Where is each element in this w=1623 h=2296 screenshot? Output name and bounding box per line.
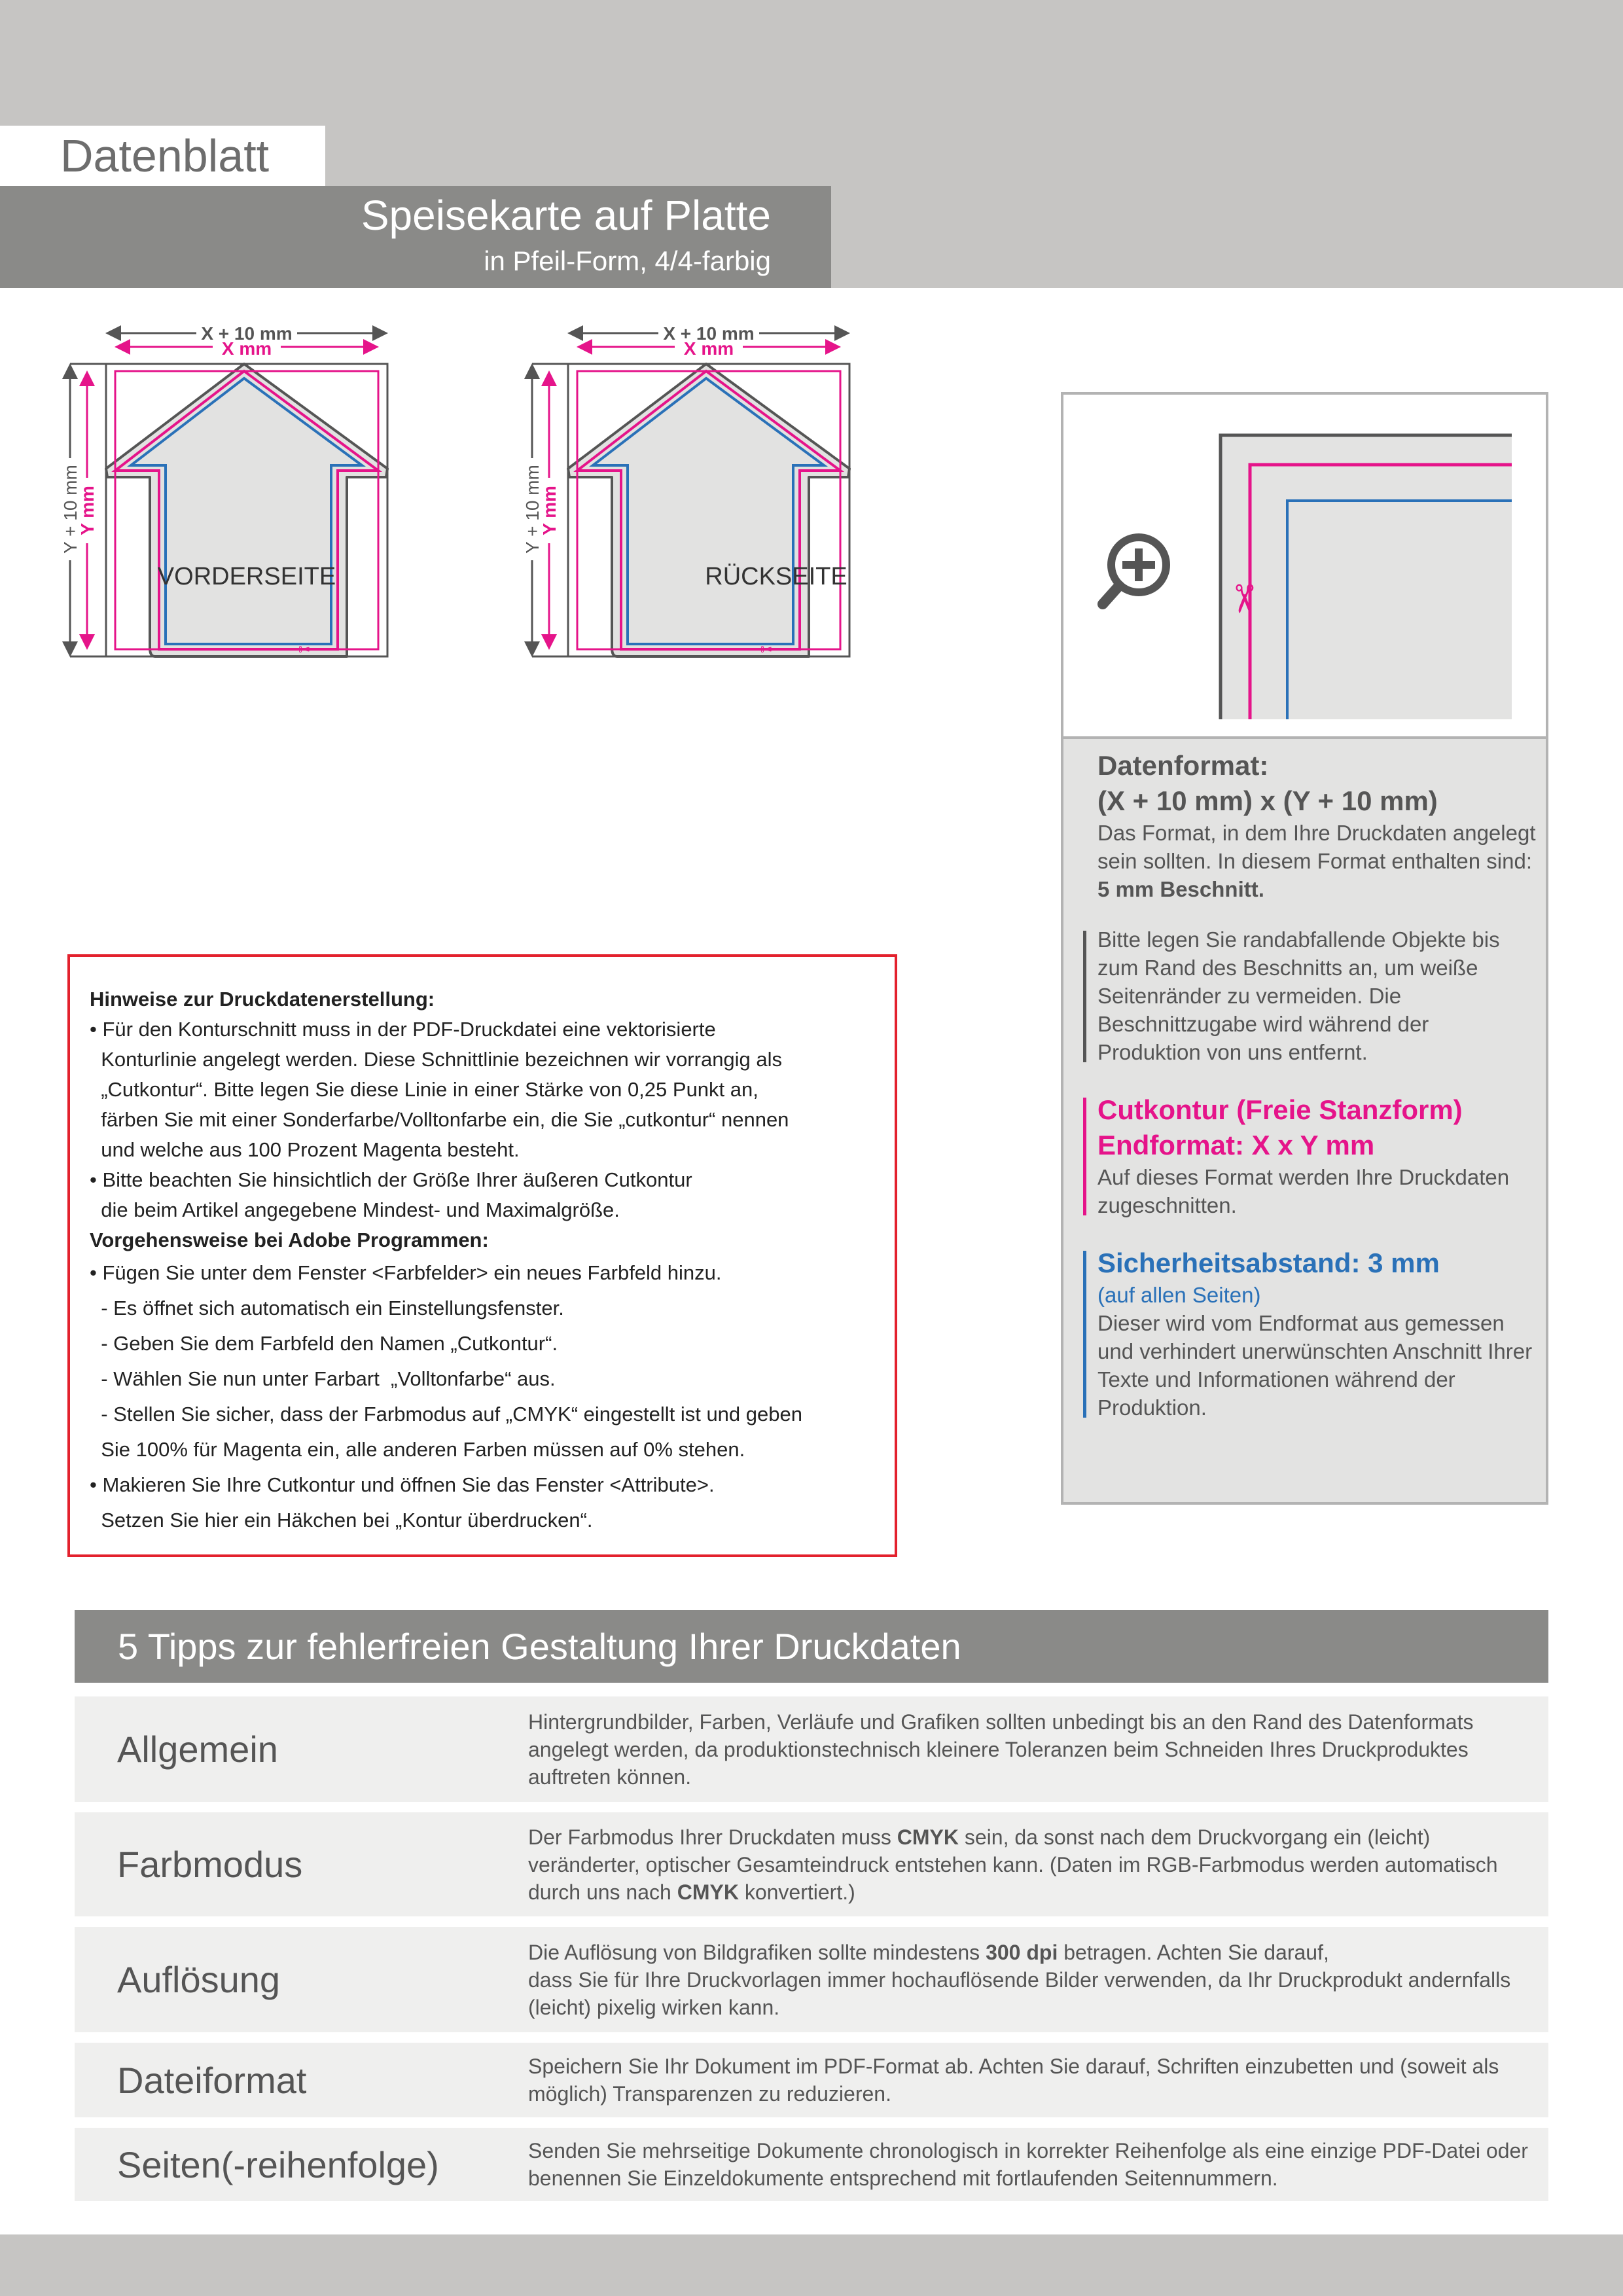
endformat-title: Endformat: X x Y mm bbox=[1097, 1130, 1375, 1160]
notes-title-adobe: Vorgehensweise bei Adobe Programmen: bbox=[90, 1229, 489, 1251]
safety-title: Sicherheitsabstand: 3 mm bbox=[1097, 1247, 1440, 1278]
notes-title: Hinweise zur Druckdatenerstellung: bbox=[90, 988, 435, 1011]
datenformat-bold: 5 mm Beschnitt. bbox=[1097, 877, 1264, 901]
front-diagram bbox=[60, 323, 387, 658]
tip-label: Seiten(-reihenfolge) bbox=[117, 2144, 439, 2185]
tip-row bbox=[75, 2128, 1548, 2201]
brand-label: Datenblatt bbox=[0, 126, 325, 186]
tip-row bbox=[75, 2043, 1548, 2117]
tips-list bbox=[75, 1696, 1548, 2201]
scissors-icon bbox=[1222, 583, 1266, 615]
notes-list-2 bbox=[90, 1255, 895, 1538]
y-outer-label: Y + 10 mm bbox=[60, 465, 80, 554]
front-label: VORDERSEITE bbox=[157, 563, 336, 590]
note-line: - Geben Sie dem Farbfeld den Namen „Cutkontur“. bbox=[90, 1332, 558, 1355]
note-line: • Fügen Sie unter dem Fenster <Farbfelder> ein neues Farbfeld hinzu. bbox=[90, 1261, 722, 1284]
corner-detail-graphic bbox=[1063, 395, 1546, 739]
safety-subtitle: (auf allen Seiten) bbox=[1097, 1283, 1261, 1307]
note-line: die beim Artikel angegebene Mindest- und Maximalgröße. bbox=[90, 1198, 620, 1221]
cut-title: Cutkontur (Freie Stanzform) bbox=[1097, 1094, 1463, 1125]
safety-text: Dieser wird vom Endformat aus gemessen und verhindert unerwünschten Anschnitt Ihrer Texte und Informationen während der Produktion. bbox=[1097, 1311, 1533, 1420]
back-diagram bbox=[522, 323, 849, 658]
cut-text: Auf dieses Format werden Ihre Druckdaten zugeschnitten. bbox=[1097, 1165, 1510, 1217]
safety-section bbox=[1097, 1246, 1537, 1422]
tip-row bbox=[75, 1812, 1548, 1916]
tip-label: Farbmodus bbox=[117, 1844, 303, 1885]
tip-label: Allgemein bbox=[117, 1729, 278, 1770]
x-inner-label: X mm bbox=[221, 338, 272, 359]
y-inner-label: Y mm bbox=[539, 486, 560, 535]
tips-heading: 5 Tipps zur fehlerfreien Gestaltung Ihrer Druckdaten bbox=[75, 1610, 1548, 1683]
tip-label: Dateiformat bbox=[117, 2059, 307, 2101]
print-notes-box bbox=[67, 954, 897, 1557]
note-line: • Bitte beachten Sie hinsichtlich der Größe Ihrer äußeren Cutkontur bbox=[90, 1168, 692, 1191]
svg-text:✂: ✂ bbox=[1222, 583, 1266, 616]
datenformat-section bbox=[1097, 748, 1537, 903]
tip-row bbox=[75, 1696, 1548, 1802]
note-line: • Für den Konturschnitt muss in der PDF-Druckdatei eine vektorisierte bbox=[90, 1018, 716, 1041]
bleed-section bbox=[1097, 925, 1537, 1066]
footer-band bbox=[0, 2234, 1623, 2296]
tip-text: Hintergrundbilder, Farben, Verläufe und Grafiken sollten unbedingt bis an den Rand des Datenformats angelegt werden, da produktionstechnisch kleinere Toleranzen beim Schneiden Ihres Druckproduktes auftreten können. bbox=[528, 1710, 1474, 1789]
tip-text: Die Auflösung von Bildgrafiken sollte mindestens 300 dpi betragen. Achten Sie darauf, dass Sie für Ihre Druckvorlagen immer hochauflösende Bilder verwenden, da Ihr Druckprodukt andernfalls (leicht) pixelig wirken kann. bbox=[528, 1940, 1511, 2019]
corner-detail bbox=[1063, 395, 1546, 739]
note-line: - Stellen Sie sicher, dass der Farbmodus auf „CMYK“ eingestellt ist und geben bbox=[90, 1403, 802, 1426]
tip-row bbox=[75, 1927, 1548, 2032]
note-line: und welche aus 100 Prozent Magenta besteht. bbox=[90, 1138, 520, 1161]
note-line: „Cutkontur“. Bitte legen Sie diese Linie in einer Stärke von 0,25 Punkt an, bbox=[90, 1078, 758, 1101]
tip-label: Auflösung bbox=[117, 1959, 281, 2000]
back-label: RÜCKSEITE bbox=[705, 563, 847, 590]
x-inner-label: X mm bbox=[683, 338, 734, 359]
note-line: - Wählen Sie nun unter Farbart „Volltonfarbe“ aus. bbox=[90, 1367, 556, 1390]
datenformat-text: Das Format, in dem Ihre Druckdaten angelegt sein sollten. In diesem Format enthalten sind: bbox=[1097, 821, 1536, 873]
tip-text: Senden Sie mehrseitige Dokumente chronologisch in korrekter Reihenfolge als eine einzige PDF-Datei oder benennen Sie Einzeldokumente entsprechend mit fortlaufenden Seitennummern. bbox=[528, 2139, 1528, 2190]
format-diagram bbox=[0, 308, 982, 897]
title-box bbox=[0, 186, 831, 288]
datenformat-size: (X + 10 mm) x (Y + 10 mm) bbox=[1097, 785, 1438, 816]
scissors-icon: ✂ bbox=[298, 641, 311, 658]
bleed-text: Bitte legen Sie randabfallende Objekte bis zum Rand des Beschnitts an, um weiße Seitenränder zu vermeiden. Die Beschnittzugabe wird während der Produktion von uns entfernt. bbox=[1097, 927, 1500, 1064]
note-line: - Es öffnet sich automatisch ein Einstellungsfenster. bbox=[90, 1297, 564, 1319]
page-title: Speisekarte auf Platte bbox=[361, 192, 771, 239]
y-inner-label: Y mm bbox=[77, 486, 98, 535]
note-line: Sie 100% für Magenta ein, alle anderen Farben müssen auf 0% stehen. bbox=[90, 1438, 745, 1461]
y-outer-label: Y + 10 mm bbox=[522, 465, 543, 554]
note-line: färben Sie mit einer Sonderfarbe/Volltonfarbe ein, die Sie „cutkontur“ nennen bbox=[90, 1108, 789, 1131]
page-subtitle: in Pfeil-Form, 4/4-farbig bbox=[484, 245, 771, 276]
info-panel bbox=[1061, 392, 1548, 1505]
note-line: Setzen Sie hier ein Häkchen bei „Kontur überdrucken“. bbox=[90, 1509, 593, 1532]
notes-list-1 bbox=[90, 1014, 895, 1225]
x-outer-label: X + 10 mm bbox=[201, 323, 293, 344]
cut-section bbox=[1097, 1092, 1537, 1219]
note-line: • Makieren Sie Ihre Cutkontur und öffnen Sie das Fenster <Attribute>. bbox=[90, 1473, 715, 1496]
tip-text: Speichern Sie Ihr Dokument im PDF-Format ab. Achten Sie darauf, Schriften einzubetten und (soweit als möglich) Transparenzen zu reduzieren. bbox=[528, 2054, 1499, 2106]
datenformat-title: Datenformat: bbox=[1097, 750, 1269, 781]
x-outer-label: X + 10 mm bbox=[663, 323, 755, 344]
note-line: Konturlinie angelegt werden. Diese Schnittlinie bezeichnen wir vorrangig als bbox=[90, 1048, 783, 1071]
zoom-in-icon bbox=[1103, 537, 1166, 604]
tip-text: Der Farbmodus Ihrer Druckdaten muss CMYK sein, da sonst nach dem Druckvorgang ein (leicht) veränderter, optischer Gesamteindruck entstehen kann. (Daten im RGB-Farbmodus werden automatisch durch uns nach CMYK konvertiert.) bbox=[528, 1825, 1498, 1904]
scissors-icon: ✂ bbox=[760, 641, 773, 658]
